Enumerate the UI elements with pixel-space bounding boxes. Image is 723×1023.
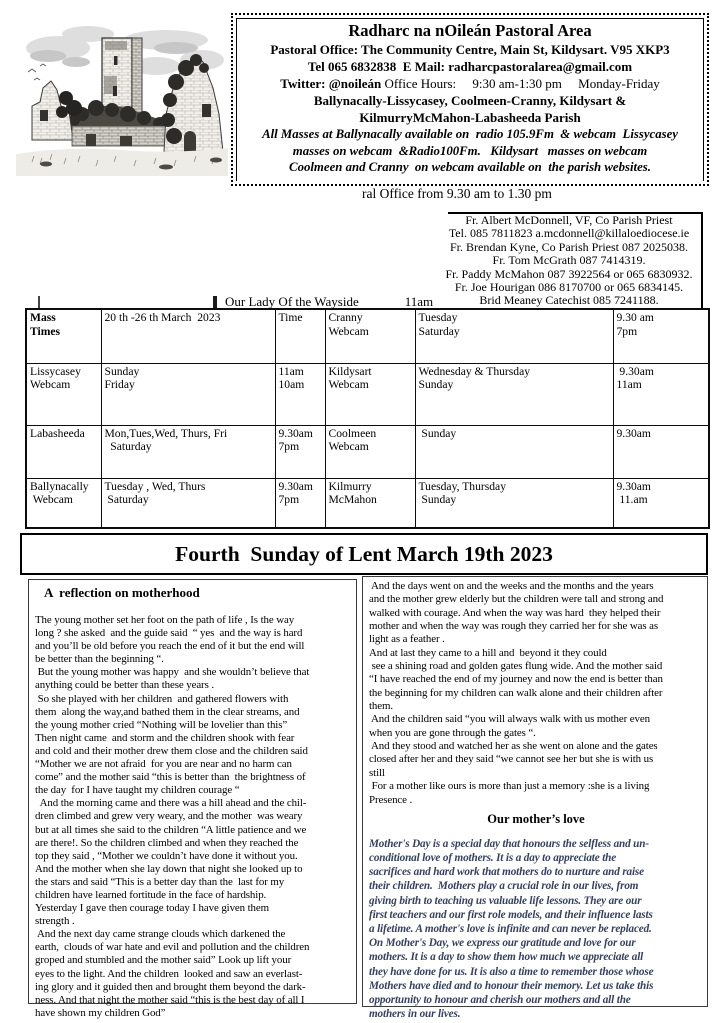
clergy-line: Fr. Brendan Kyne, Co Parish Priest 087 2025038.: [450, 239, 688, 254]
mass-table-cell-line: McMahon: [328, 493, 377, 507]
mass-table-cell-line: 11am: [616, 378, 642, 392]
mothers-day-line: sacrifices and hard work that mothers do to nurture and raise: [369, 866, 644, 879]
story-line: the day for I have taught my children courage “: [35, 784, 240, 797]
story-line: and you’ll be old before you reach the end of it but the end will: [35, 640, 305, 653]
mass-table-cell: [275, 309, 325, 363]
mass-table-cell: [101, 478, 275, 528]
story-line: And the morning came and there was a hill ahead and the chil-: [35, 797, 307, 810]
mothers-day-text: [369, 837, 703, 1022]
mass-table-cell-line: 9.30am: [616, 426, 651, 440]
mothers-day-line: first teachers and our first role models, and their influence lasts: [369, 908, 653, 921]
story-line: “Mother we are not afraid for you are near and no harm can: [35, 758, 292, 771]
story-line: when you are gone through the gates “.: [369, 726, 536, 739]
mass-table-cell: [415, 309, 613, 363]
mass-table-cell-line: 9.30am: [278, 426, 313, 440]
story-line: And the children said “you will always walk with us mother even: [369, 713, 650, 726]
story-line: groped and stumbled and the mother said” Look up lift your: [35, 954, 292, 967]
bulletin-title-box: [20, 533, 708, 575]
mass-table-cell: [613, 425, 709, 478]
twitter-handle: Twitter: @noileán: [280, 76, 382, 91]
mothers-love-heading: Our mother’s love: [487, 811, 585, 826]
mass-table-cell: [613, 363, 709, 425]
contact-line: Tel 065 6832838 E Mail: radharcpastoralarea@gmail.com: [307, 59, 633, 74]
mass-table-cell-line: 9.30am: [616, 479, 651, 493]
story-line: earth, clouds of war hate and evil and pollution and the children: [35, 941, 310, 954]
mass-table-cell: [26, 363, 101, 425]
mass-table-cell-line: Webcam: [328, 378, 369, 392]
mass-table-cell-line: Times: [30, 324, 61, 338]
story-line: And the days went on and the weeks and the months and the years: [369, 580, 654, 592]
mass-table-cell: [275, 478, 325, 528]
mothers-day-line: opportunity to honour and cherish our mothers and all the: [369, 994, 631, 1007]
story-line: have shown my children God”: [35, 1006, 166, 1019]
birds: [28, 64, 46, 80]
mass-table-cell-line: 20 th -26 th March 2023: [104, 311, 221, 324]
reflection-body: [35, 614, 352, 1020]
mothers-day-line: Mother's Day is a special day that honours the selfless and un-: [369, 837, 649, 850]
story-line: come” and the mother said “this is better than the brightness of: [35, 771, 306, 784]
story-line: anything could be better than these years .: [35, 679, 214, 692]
story-right-body: [369, 580, 703, 807]
mass-table-row: [26, 478, 709, 528]
story-line: Presence .: [369, 793, 413, 806]
mass-table-cell-line: Saturday: [104, 440, 152, 454]
mothers-day-line: Mothers have died and to honour their memory. Let us take this: [369, 979, 654, 992]
story-line: ing glory and it guided then and brought them beyond the dark-: [35, 980, 306, 993]
parishes-line-2: KilmurryMcMahon-Labasheeda Parish: [359, 110, 581, 125]
bulletin-title: Fourth Sunday of Lent March 19th 2023: [175, 541, 553, 566]
mass-table-cell-line: Webcam: [30, 378, 71, 392]
mass-table-cell: [26, 309, 101, 363]
mass-table-cell-line: Labasheeda: [30, 426, 85, 440]
story-line: But the young mother was happy and she wouldn’t believe that: [35, 666, 310, 679]
story-line: be better than the beginning “.: [35, 653, 164, 666]
pastoral-office-address: Pastoral Office: The Community Centre, Main St, Kildysart. V95 XKP3: [270, 42, 670, 57]
mass-table-cell: [613, 309, 709, 363]
mothers-day-line: On Mother's Day, we express our gratitude and love for our: [369, 937, 636, 950]
mass-table-cell-line: 11.am: [616, 493, 648, 507]
story-line: them along the way,and bathed them in the clear streams, and: [35, 705, 300, 718]
mass-table-row: [26, 425, 709, 478]
webcam-note-line: Coolmeen and Cranny on webcam available on the parish websites.: [289, 160, 651, 174]
story-line: the young mother cried “Nothing will be lovelier than this”: [35, 718, 288, 731]
mothers-day-line: conditional love of mothers. It is a day to appreciate the: [369, 852, 617, 865]
mass-table-cell-line: 9.30 am: [616, 311, 654, 324]
story-line: Yesterday I gave then courage today I have given them: [35, 902, 270, 915]
story-line: strength .: [35, 915, 75, 928]
mass-table-cell-line: 7pm: [616, 324, 638, 338]
mass-table-cell-line: 7pm: [278, 493, 300, 507]
mass-table-cell-line: Tuesday, Thursday: [418, 479, 506, 493]
mass-table-cell-line: Kildysart: [328, 364, 372, 378]
mass-table-cell-line: Kilmurry: [328, 479, 372, 493]
story-right-column: [362, 576, 708, 1021]
story-line: them.: [369, 700, 393, 713]
mass-table-cell-line: Mon,Tues,Wed, Thurs, Fri: [104, 426, 228, 440]
mothers-day-line: a lifetime. A mother's love is infinite and can never be replaced.: [369, 923, 652, 936]
mass-table-cell-line: Cranny: [328, 311, 363, 324]
mass-table-cell-line: Webcam: [328, 324, 369, 338]
clergy-line: Tel. 085 7811823 a.mcdonnell@killaloediocese.ie: [448, 226, 690, 241]
mass-table-cell: [415, 478, 613, 528]
story-line: And the next day came strange clouds which darkened the: [35, 928, 286, 941]
story-line: mother and when the way was rough they carried her for she was as: [369, 620, 658, 633]
wayside-fragment: [213, 294, 434, 309]
story-line: And they stood and watched her as she went on alone and the gates: [369, 740, 658, 753]
story-line: dren climbed and grew very weary, and the mother was weary: [35, 810, 303, 823]
story-line: long ? she asked and the guide said “ yes and the way is hard: [35, 627, 303, 640]
church-ruins-etching: [16, 18, 228, 176]
reflection-column: [28, 579, 357, 1019]
mass-table-cell-line: Sunday: [418, 426, 457, 440]
mass-table-cell: [275, 363, 325, 425]
parishes-line-1: Ballynacally-Lissycasey, Coolmeen-Cranny, Kildysart &: [313, 93, 627, 108]
webcam-note-line: All Masses at Ballynacally available on radio 105.9Fm & webcam Lissycasey: [262, 127, 678, 141]
clergy-line: Brid Meaney Catechist 085 7241188.: [479, 293, 659, 308]
story-line: “I have reached the end of my journey and now the end is better than: [369, 673, 663, 686]
pastoral-area-title: Radharc na nOileán Pastoral Area: [348, 21, 592, 40]
mass-table-cell-line: Time: [278, 311, 303, 324]
mothers-day-line: they have done for us. It is also a time to remember those whose: [369, 965, 654, 978]
mass-table-cell: [415, 363, 613, 425]
story-line: closed after her and they said “we cannot see her but she is with us: [369, 753, 654, 766]
mass-table-row: [26, 309, 709, 363]
story-line: children have learned fortitude in the face of hardship.: [35, 888, 267, 901]
clergy-box: [434, 214, 704, 308]
mass-table-cell-line: Wednesday & Thursday: [418, 364, 531, 378]
story-line: the beginning for my children can walk alone and their children after: [369, 686, 663, 699]
mass-table-cell-line: Sunday: [418, 493, 457, 507]
mass-table-cell: [275, 425, 325, 478]
story-line: And the mother when she lay down that night she looked up to: [35, 862, 303, 875]
clergy-line: Fr. Paddy McMahon 087 3922564 or 065 6830932.: [445, 266, 693, 281]
clergy-line: Fr. Tom McGrath 087 7414319.: [492, 253, 646, 268]
clergy-line: Fr. Albert McDonnell, VF, Co Parish Priest: [465, 213, 673, 227]
mass-table-cell: [26, 425, 101, 478]
mass-table-cell-line: Sunday: [418, 378, 454, 392]
mass-times-table: [25, 308, 710, 529]
mass-table-cell: [325, 425, 415, 478]
mothers-day-line: their children. Mothers play a crucial role in our lives, from: [369, 880, 639, 893]
wayside-fragment-text: Our Lady Of the Wayside: [225, 294, 359, 309]
mass-table-cell-line: 10am: [278, 378, 305, 392]
mass-table-cell-line: 11am: [278, 364, 304, 378]
story-line: So she played with her children and gathered flowers with: [35, 692, 289, 705]
mothers-day-line: giving birth to teaching us valuable life lessons. They are our: [369, 894, 642, 907]
mass-table-cell-line: Saturday: [418, 324, 460, 338]
mass-table-row: [26, 363, 709, 425]
office-hours-line: [239, 75, 701, 92]
church-ruins-image: [16, 18, 228, 176]
mass-table-cell: [26, 478, 101, 528]
story-line: ness. And that night the mother said “this is the best day of all I: [35, 993, 305, 1006]
border-fragment-tick: [38, 296, 40, 308]
mass-table-cell: [613, 478, 709, 528]
mass-table-cell-line: Webcam: [328, 440, 369, 454]
clergy-line: Fr. Joe Hourigan 086 8170700 or 065 6834145.: [454, 280, 684, 295]
reflection-heading: A reflection on motherhood: [44, 585, 200, 600]
mass-table-cell-line: Friday: [104, 378, 135, 392]
mass-table-cell: [101, 363, 275, 425]
story-line: Then night came and storm and the children shook with fear: [35, 731, 295, 744]
mass-table-cell-line: Coolmeen: [328, 426, 377, 440]
story-line: top they said , “Mother we couldn’t have done it without you.: [35, 849, 298, 862]
mass-table-cell-line: Mass: [30, 311, 56, 324]
mass-table-cell: [101, 425, 275, 478]
story-line: light as a feather .: [369, 633, 445, 646]
mass-table-cell-line: 9.30am: [278, 479, 313, 493]
mothers-day-line: mothers. It is a day to show them how much we appreciate all: [369, 951, 644, 964]
story-line: For a mother like ours is more than just a memory :she is a living: [369, 780, 650, 793]
mass-table-cell-line: 7pm: [278, 440, 300, 454]
story-line: still: [369, 766, 385, 779]
mass-table-cell: [325, 309, 415, 363]
mass-table-cell-line: Ballynacally: [30, 479, 89, 493]
mass-table-cell: [325, 478, 415, 528]
mass-table-cell-line: Lissycasey: [30, 364, 81, 378]
office-hours-text: Office Hours: 9:30 am-1:30 pm Monday-Friday: [381, 76, 660, 91]
story-line: And at last they came to a hill and beyond it they could: [369, 646, 607, 659]
story-line: see a shining road and golden gates flung wide. And the mother said: [369, 660, 663, 673]
masthead-box: [231, 13, 709, 186]
masthead-inner-box: [236, 18, 704, 181]
story-line: walked with courage. And when the way was hard they helped their: [369, 606, 661, 619]
story-line: and cold and their mother drew them close and the children said: [35, 744, 308, 757]
mass-table-cell-line: Tuesday: [418, 311, 458, 324]
mass-table-cell: [415, 425, 613, 478]
wayside-fragment-time: 11am: [404, 294, 434, 309]
story-line: the stars and said “This is a better day than the last for my: [35, 875, 285, 888]
mass-table-cell-line: 9.30am: [616, 364, 654, 378]
mass-table-cell-line: Saturday: [104, 493, 149, 507]
office-hours-fragment: ral Office from 9.30 am to 1.30 pm: [362, 186, 552, 201]
story-line: eyes to the light. And the children looked and saw an everlast-: [35, 967, 303, 980]
mass-table-cell: [101, 309, 275, 363]
mass-table-cell: [325, 363, 415, 425]
story-line: are there!. So the children climbed and when they reached the: [35, 836, 299, 849]
mass-table-cell-line: Webcam: [30, 493, 73, 507]
story-line: and the mother grew elderly but the children were tall and strong and: [369, 593, 664, 606]
story-line: The young mother set her foot on the path of life , Is the way: [35, 614, 295, 626]
mass-table-cell-line: Tuesday , Wed, Thurs: [104, 479, 206, 493]
masthead-webcam-note: [239, 126, 701, 176]
mothers-day-line: mothers in our lives.: [369, 1008, 461, 1021]
webcam-note-line: masses on webcam &Radio100Fm. Kildysart masses on webcam: [292, 143, 648, 158]
story-line: but at all times she said to the children “A little patience and we: [35, 823, 307, 836]
mass-table-cell-line: Sunday: [104, 364, 140, 378]
